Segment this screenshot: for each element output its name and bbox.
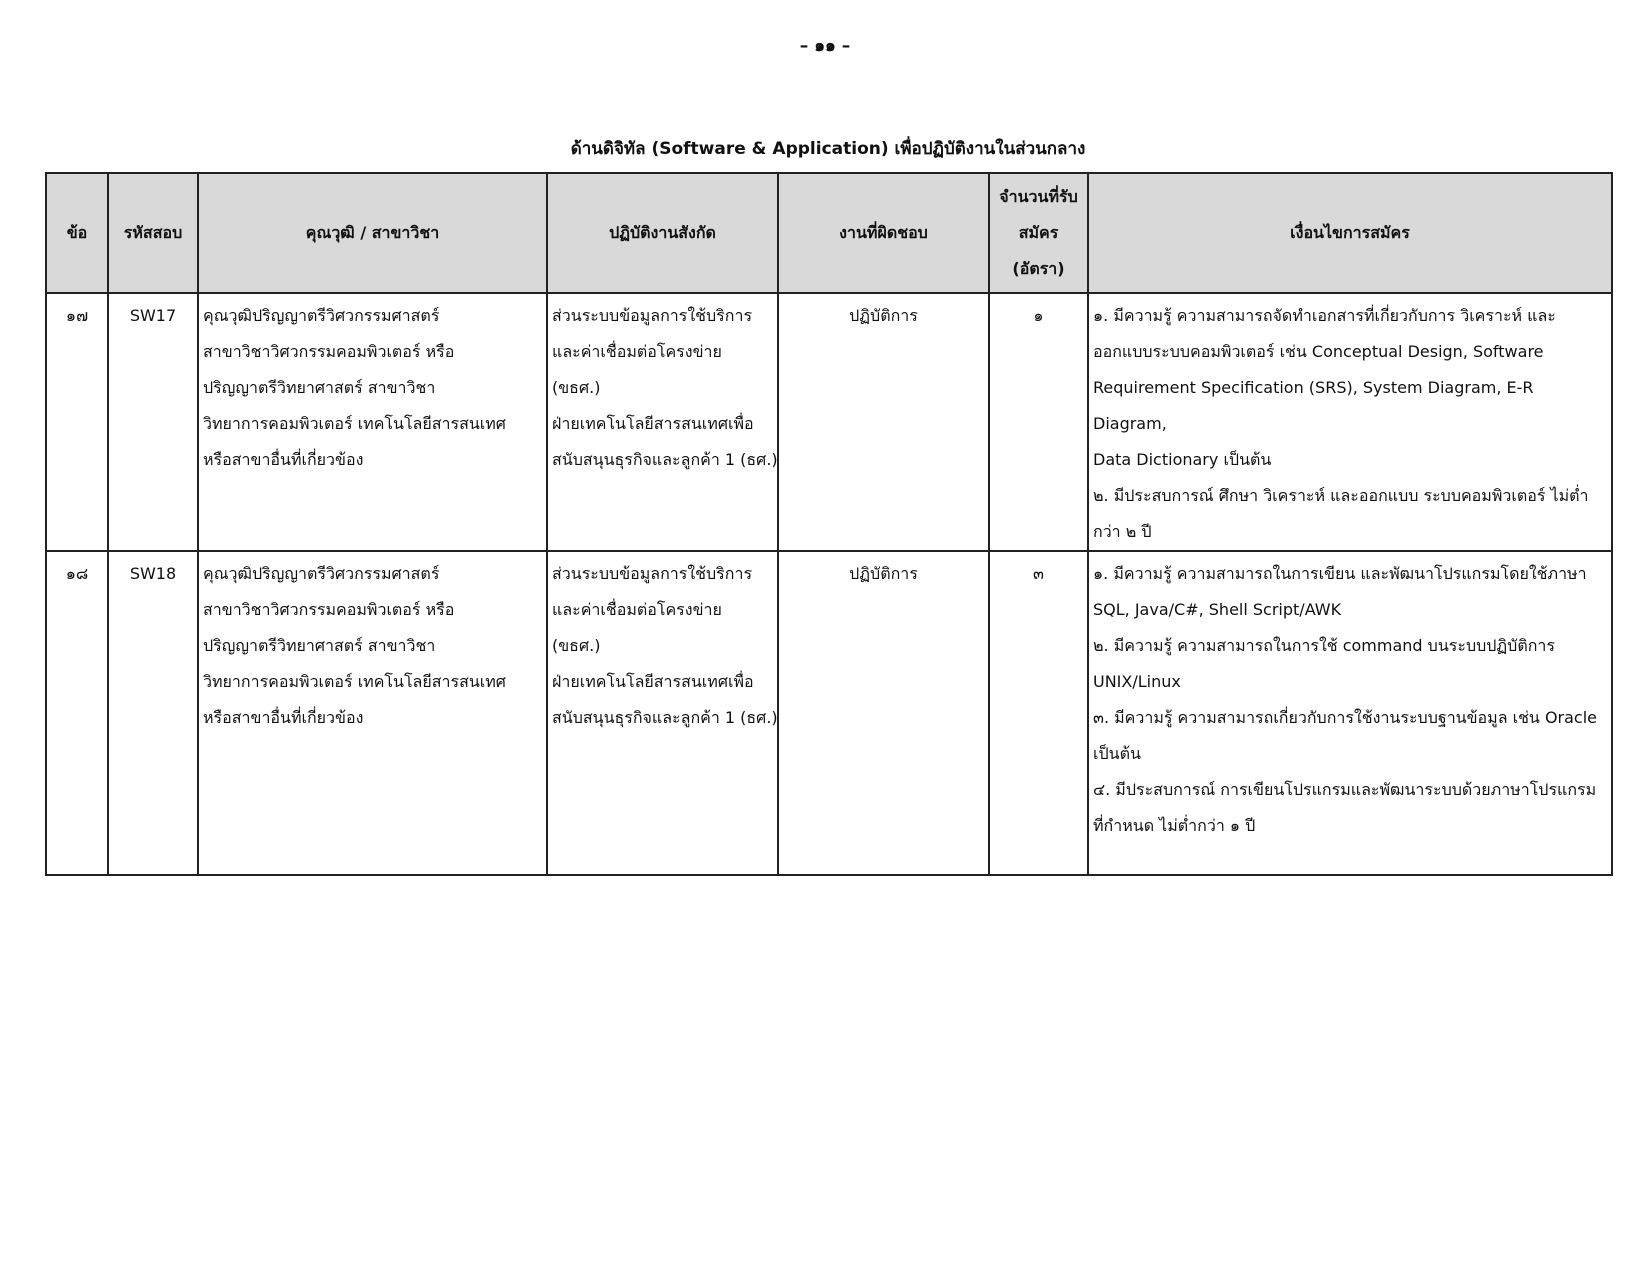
qualification-line: สาขาวิชาวิศวกรรมคอมพิวเตอร์ หรือ: [203, 342, 455, 361]
header-count-line: จำนวนที่รับ: [999, 187, 1078, 206]
condition-line: SQL, Java/C#, Shell Script/AWK: [1093, 600, 1342, 619]
header-count-line: (อัตรา): [1012, 259, 1065, 278]
qualification-line: ปริญญาตรีวิทยาศาสตร์ สาขาวิชา: [203, 636, 436, 655]
condition-line: ๒. มีความรู้ ความสามารถในการใช้ command บนระบบปฏิบัติการ: [1093, 636, 1555, 655]
table-row: [46, 293, 1612, 551]
unit-line: และค่าเชื่อมต่อโครงข่าย: [552, 600, 722, 619]
document-title: ด้านดิจิทัล (Software & Application) เพื่อปฏิบัติงานในส่วนกลาง: [570, 139, 1086, 159]
cell-no: ๑๘: [46, 551, 108, 875]
cell-job: ปฏิบัติการ: [778, 551, 989, 875]
condition-line: ๔. มีประสบการณ์ การเขียนโปรแกรมและพัฒนาระบบด้วยภาษาโปรแกรม: [1093, 780, 1597, 799]
cell-code: SW17: [108, 293, 198, 551]
cell-conditions: [1088, 293, 1612, 551]
header-count-line: สมัคร: [1018, 223, 1059, 242]
cell-job: ปฏิบัติการ: [778, 293, 989, 551]
qualification-line: คุณวุฒิปริญญาตรีวิศวกรรมศาสตร์: [203, 564, 440, 583]
condition-line: ๒. มีประสบการณ์ ศึกษา วิเคราะห์ และออกแบบ ระบบคอมพิวเตอร์ ไม่ต่ำ: [1093, 486, 1589, 505]
qualification-line: สาขาวิชาวิศวกรรมคอมพิวเตอร์ หรือ: [203, 600, 455, 619]
condition-line: Data Dictionary เป็นต้น: [1093, 450, 1272, 469]
cell-unit: [547, 293, 778, 551]
page-number: – ๑๑ –: [799, 36, 851, 56]
header-unit: ปฏิบัติงานสังกัด: [547, 173, 778, 293]
unit-line: (ขธศ.): [552, 636, 601, 655]
cell-count: ๑: [989, 293, 1088, 551]
table-row: [46, 551, 1612, 875]
table-header-row: [46, 173, 1612, 293]
qualification-line: วิทยาการคอมพิวเตอร์ เทคโนโลยีสารสนเทศ: [203, 414, 506, 433]
qualification-line: คุณวุฒิปริญญาตรีวิศวกรรมศาสตร์: [203, 306, 440, 325]
qualification-line: วิทยาการคอมพิวเตอร์ เทคโนโลยีสารสนเทศ: [203, 672, 506, 691]
cell-conditions: [1088, 551, 1612, 875]
condition-line: ๑. มีความรู้ ความสามารถในการเขียน และพัฒนาโปรแกรมโดยใช้ภาษา: [1093, 564, 1587, 583]
cell-code: SW18: [108, 551, 198, 875]
positions-table: [45, 172, 1613, 876]
unit-line: และค่าเชื่อมต่อโครงข่าย: [552, 342, 722, 361]
unit-line: สนับสนุนธุรกิจและลูกค้า 1 (ธศ.): [552, 708, 778, 727]
condition-line: Requirement Specification (SRS), System Diagram, E-R Diagram,: [1093, 378, 1534, 433]
condition-line: ๓. มีความรู้ ความสามารถเกี่ยวกับการใช้งานระบบฐานข้อมูล เช่น Oracle: [1093, 708, 1598, 727]
cell-count: ๓: [989, 551, 1088, 875]
unit-line: ส่วนระบบข้อมูลการใช้บริการ: [552, 564, 753, 583]
unit-line: (ขธศ.): [552, 378, 601, 397]
header-count: [989, 173, 1088, 293]
condition-line: เป็นต้น: [1093, 744, 1141, 763]
qualification-line: หรือสาขาอื่นที่เกี่ยวข้อง: [203, 450, 364, 469]
header-qualification: คุณวุฒิ / สาขาวิชา: [198, 173, 547, 293]
qualification-line: ปริญญาตรีวิทยาศาสตร์ สาขาวิชา: [203, 378, 436, 397]
cell-qualification: [198, 293, 547, 551]
cell-qualification: [198, 551, 547, 875]
unit-line: ฝ่ายเทคโนโลยีสารสนเทศเพื่อ: [552, 672, 754, 691]
condition-line: ๑. มีความรู้ ความสามารถจัดทำเอกสารที่เกี่ยวกับการ วิเคราะห์ และ: [1093, 306, 1556, 325]
unit-line: ส่วนระบบข้อมูลการใช้บริการ: [552, 306, 753, 325]
condition-line: ออกแบบระบบคอมพิวเตอร์ เช่น Conceptual Design, Software: [1093, 342, 1544, 361]
header-no: ข้อ: [46, 173, 108, 293]
condition-line: UNIX/Linux: [1093, 672, 1181, 691]
condition-line: ที่กำหนด ไม่ต่ำกว่า ๑ ปี: [1093, 816, 1256, 835]
unit-line: ฝ่ายเทคโนโลยีสารสนเทศเพื่อ: [552, 414, 754, 433]
qualification-line: หรือสาขาอื่นที่เกี่ยวข้อง: [203, 708, 364, 727]
header-code: รหัสสอบ: [108, 173, 198, 293]
header-conditions: เงื่อนไขการสมัคร: [1088, 173, 1612, 293]
condition-line: กว่า ๒ ปี: [1093, 522, 1152, 541]
header-job: งานที่ผิดชอบ: [778, 173, 989, 293]
cell-unit: [547, 551, 778, 875]
unit-line: สนับสนุนธุรกิจและลูกค้า 1 (ธศ.): [552, 450, 778, 469]
cell-no: ๑๗: [46, 293, 108, 551]
